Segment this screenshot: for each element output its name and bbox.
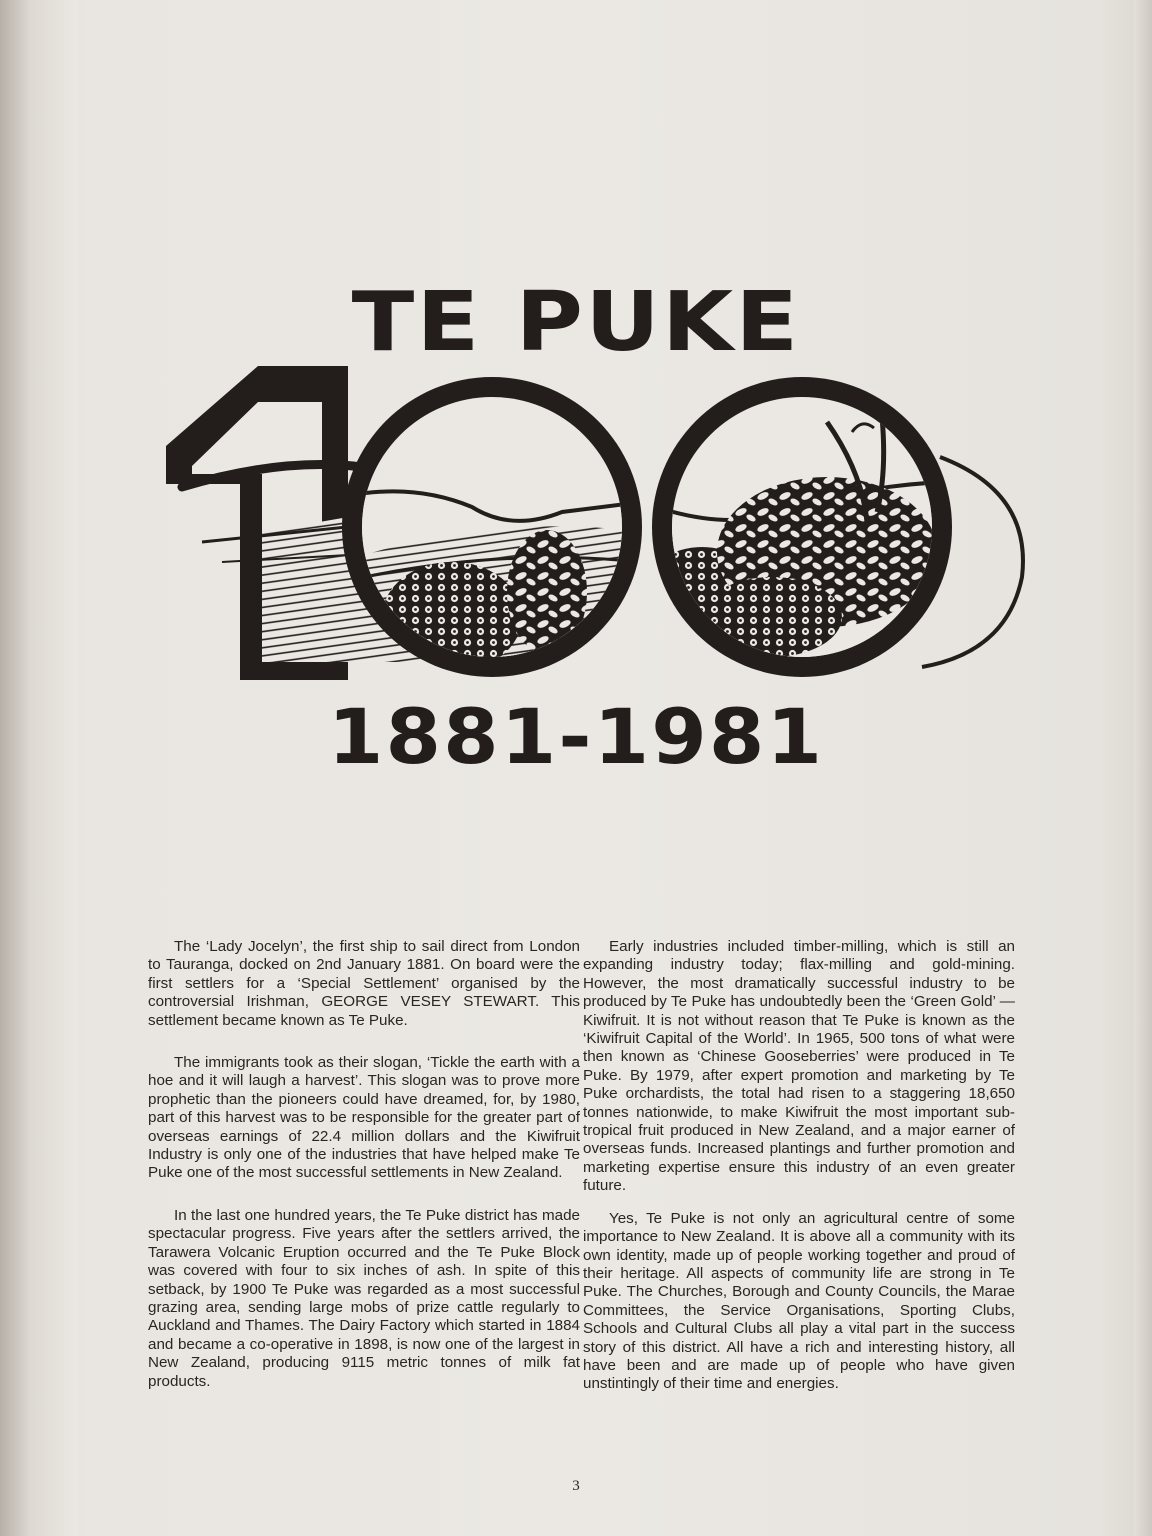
page-number: 3 xyxy=(572,1478,580,1494)
paragraph-community: Yes, Te Puke is not only an agricultural centre of some importance to New Zealand. It is above all a community with its own identity, made up of people working together and proud of their heritage. All aspects of community life are strong in Te Puke. The Churches, Borough and County Councils, the Marae Committees, the Service Organisations, Sporting Clubs, Schools and Cultural Clubs all play a vital part in the success story of this district. All have a rich and interesting history, all have been and are made up of people who have given unstintingly of their time and energies. xyxy=(583,1209,1015,1393)
centenary-100-logo xyxy=(162,362,1042,687)
years-1881-1981: 1881-1981 xyxy=(327,692,825,781)
digit-zero-right xyxy=(642,377,1023,687)
paragraph-lady-jocelyn: The ‘Lady Jocelyn’, the first ship to sail direct from London to Tauranga, docked on 2nd January 1881. On board were the first settlers for a ‘Special Settlement’ organised by the controversial Irishman, GEORGE VESEY STEWART. This settlement became known as Te Puke. xyxy=(148,938,580,1029)
text-column-right xyxy=(583,938,1015,1394)
paragraph-district-progress: In the last one hundred years, the Te Puke district has made spectacular progress. Five years after the settlers arrived, the Tarawera Volcanic Eruption occurred and the Te Puke Block was covered with four to six inches of ash. In spite of this setback, by 1900 Te Puke was regarded as a most successful grazing area, sending large mobs of prize cattle regularly to Auckland and Thames. The Dairy Factory which started in 1884 and became a co-operative in 1898, is now one of the largest in New Zealand, producing 9115 metric tonnes of milk fat products. xyxy=(148,1206,580,1390)
paragraph-early-industries: Early industries included timber-milling, which is still an expanding industry today; flax-milling and gold-mining. However, the most dramatically successful industry to be produced by Te Puke has undoubtedly been the ‘Green Gold’ — Kiwifruit. It is not without reason that Te Puke is known as the ‘Kiwifruit Capital of the World’. In 1965, 500 tons of what were then known as ‘Chinese Gooseberries’ were produced in Te Puke. By 1979, after expert promotion and marketing by Te Puke orchardists, the total had risen to a staggering 18,650 tonnes nationwide, to make Kiwifruit the most important sub-tropical fruit produced in New Zealand, and a major earner of overseas funds. Increased plantings and further promotion and marketing expertise ensure this industry of an even greater future. xyxy=(583,938,1015,1195)
paragraph-immigrants-slogan: The immigrants took as their slogan, ‘Tickle the earth with a hoe and it will laugh a harvest’. This slogan was to prove more prophetic than the pioneers could have dreamed, for, by 1980, part of this harvest was to be responsible for the greater part of overseas earnings of 22.4 million dollars and the Kiwifruit Industry is only one of the industries that have helped make Te Puke one of the most successful settlements in New Zealand. xyxy=(148,1054,580,1182)
text-column-left xyxy=(148,938,580,1391)
title-te-puke: TE PUKE xyxy=(351,275,801,370)
